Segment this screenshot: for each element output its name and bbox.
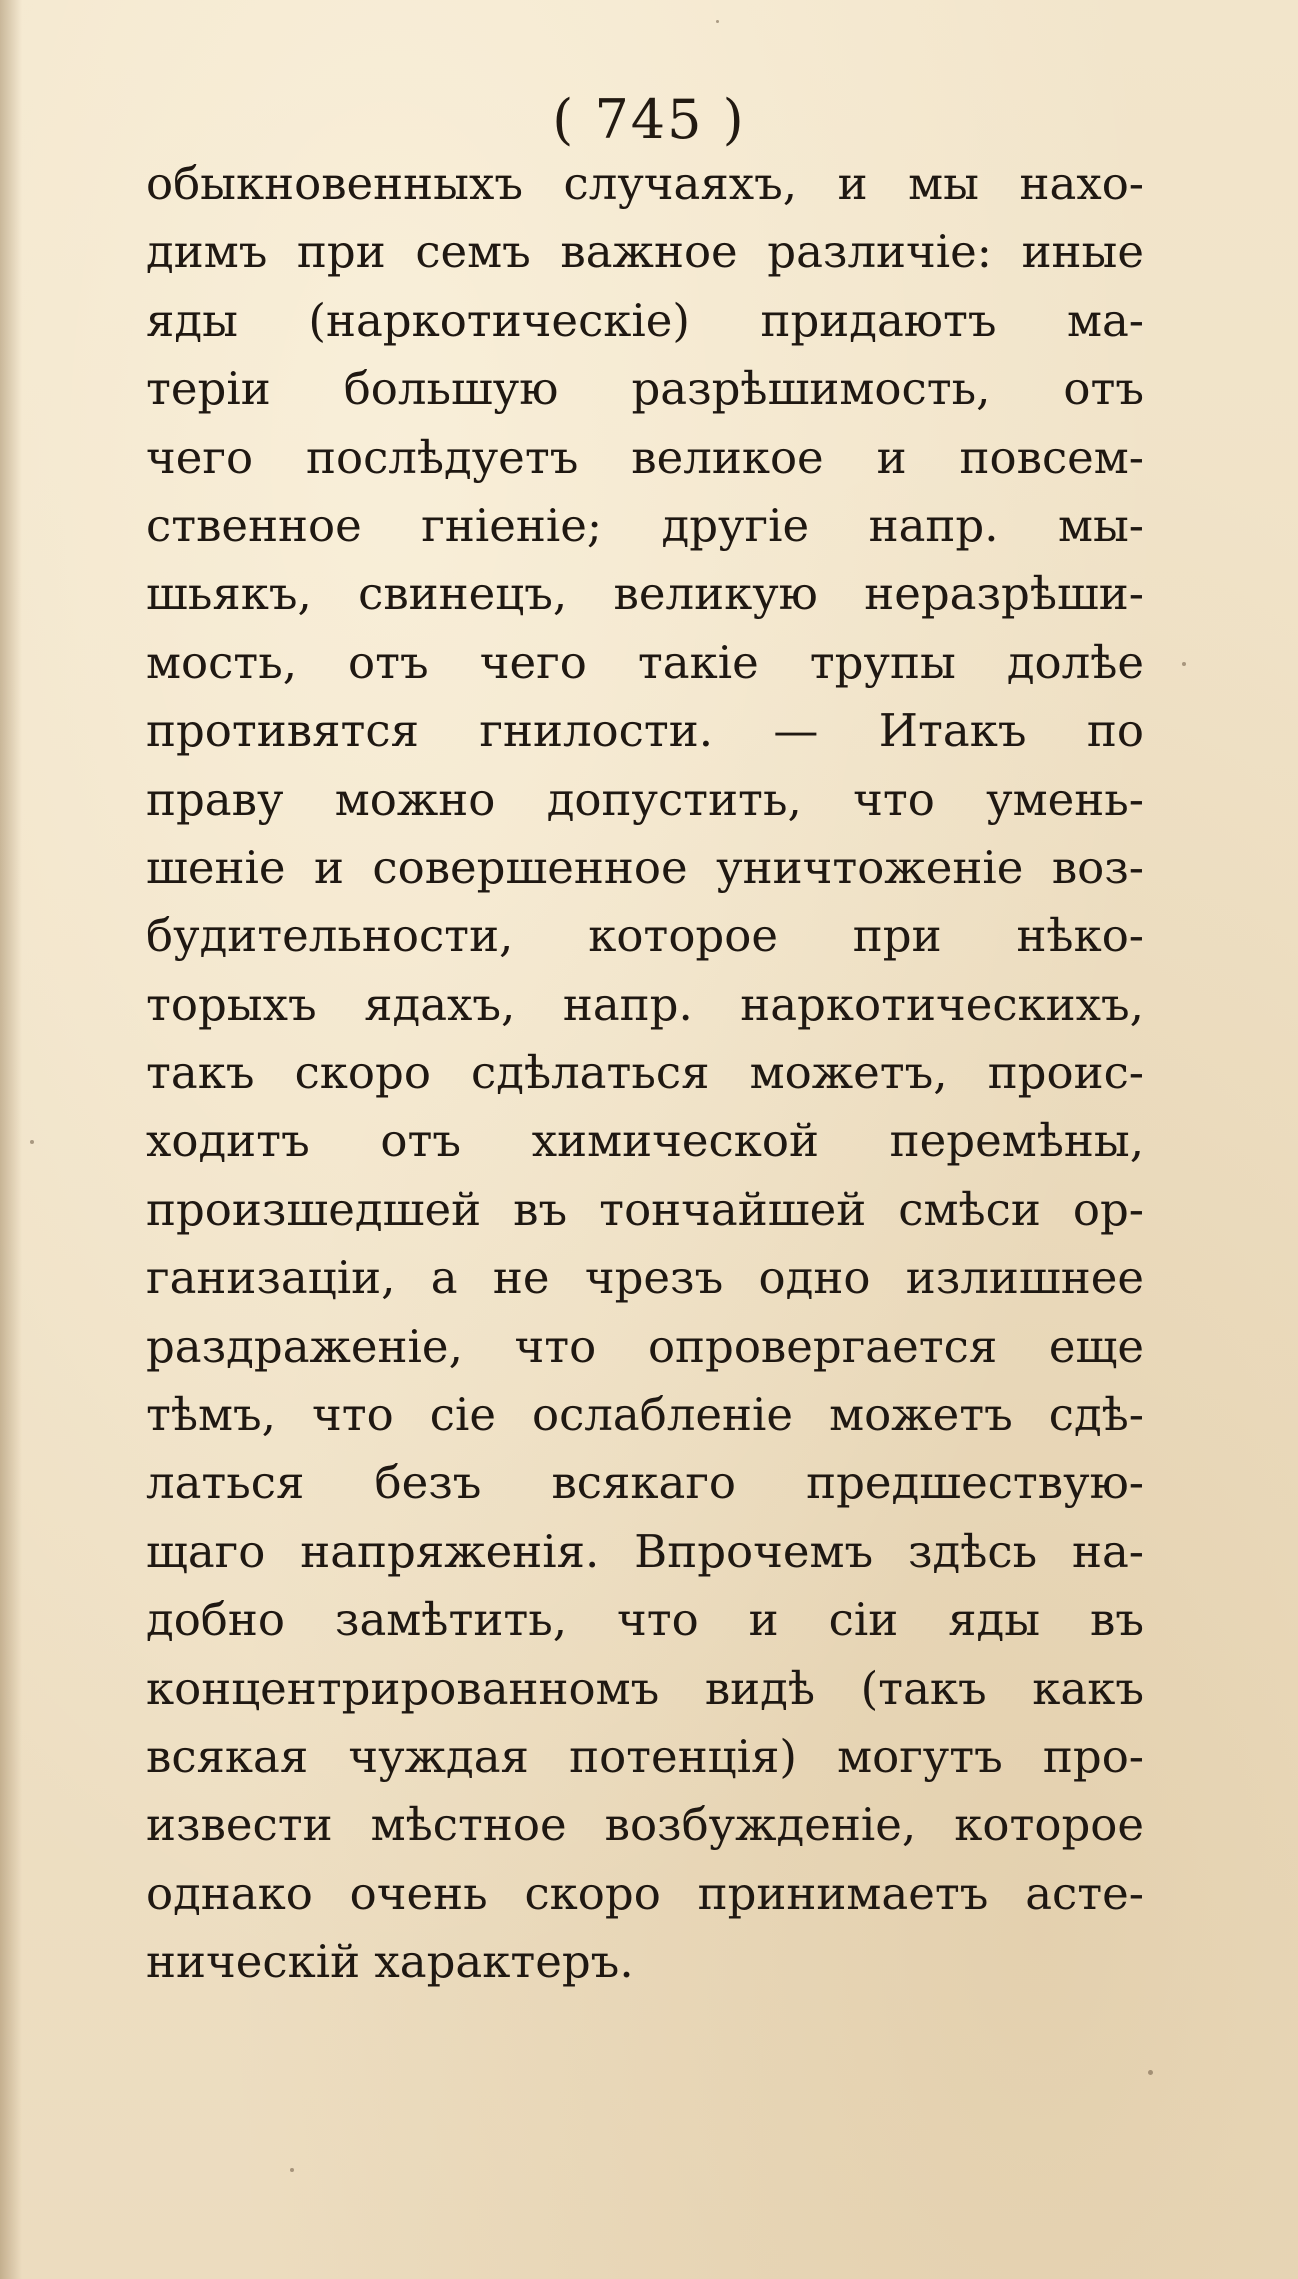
text-line: тѣмъ, что сiе ослабленiе можетъ сдѣ- bbox=[146, 1388, 1144, 1442]
text-line: ходитъ отъ химической перемѣны, bbox=[146, 1114, 1144, 1168]
text-line: добно замѣтить, что и сiи яды въ bbox=[146, 1593, 1144, 1647]
ink-speck bbox=[1148, 2070, 1153, 2075]
text-line: всякая чуждая потенцiя) могутъ про- bbox=[146, 1729, 1144, 1783]
text-line: мость, отъ чего такiе трупы долѣе bbox=[146, 635, 1144, 689]
text-line: праву можно допустить, что умень- bbox=[146, 772, 1144, 826]
text-line: яды (наркотическiе) придаютъ ма- bbox=[146, 293, 1144, 347]
ink-speck bbox=[290, 2168, 294, 2172]
text-line: ническiй характеръ. bbox=[146, 1935, 634, 1989]
text-line: торыхъ ядахъ, напр. наркотическихъ, bbox=[146, 977, 1144, 1031]
text-line: однако очень скоро принимаетъ асте- bbox=[146, 1866, 1144, 1920]
text-line: извести мѣстное возбужденiе, которое bbox=[146, 1798, 1144, 1852]
text-line: шьякъ, свинецъ, великую неразрѣши- bbox=[146, 567, 1144, 621]
text-line: шенiе и совершенное уничтоженiе воз- bbox=[146, 840, 1144, 894]
text-line: будительности, которое при нѣко- bbox=[146, 909, 1144, 963]
text-line: ственное гнiенiе; другiе напр. мы- bbox=[146, 498, 1144, 552]
text-line: раздраженiе, что опровергается еще bbox=[146, 1319, 1144, 1373]
page-edge-shadow bbox=[0, 0, 22, 2279]
text-line: обыкновенныхъ случаяхъ, и мы нахо- bbox=[146, 157, 1144, 210]
text-line: щаго напряженiя. Впрочемъ здѣсь на- bbox=[146, 1524, 1144, 1578]
text-line: терiи большую разрѣшимость, отъ bbox=[146, 362, 1144, 416]
text-line: произшедшей въ тончайшей смѣси ор- bbox=[146, 1182, 1144, 1236]
text-line: противятся гнилости. — Итакъ по bbox=[146, 704, 1144, 758]
body-text bbox=[146, 150, 1144, 1997]
text-line: ганизацiи, а не чрезъ одно излишнее bbox=[146, 1251, 1144, 1305]
ink-speck bbox=[716, 20, 719, 23]
page-number: ( 745 ) bbox=[552, 88, 746, 151]
ink-speck bbox=[30, 1140, 34, 1144]
ink-speck bbox=[1182, 662, 1186, 666]
text-line: латься безъ всякаго предшествую- bbox=[146, 1456, 1144, 1510]
text-line: чего послѣдуетъ великое и повсем- bbox=[146, 430, 1144, 484]
text-line: концентрированномъ видѣ (такъ какъ bbox=[146, 1661, 1144, 1715]
text-line: такъ скоро сдѣлаться можетъ, проис- bbox=[146, 1046, 1144, 1100]
text-line: димъ при семъ важное различiе: иные bbox=[146, 225, 1144, 279]
